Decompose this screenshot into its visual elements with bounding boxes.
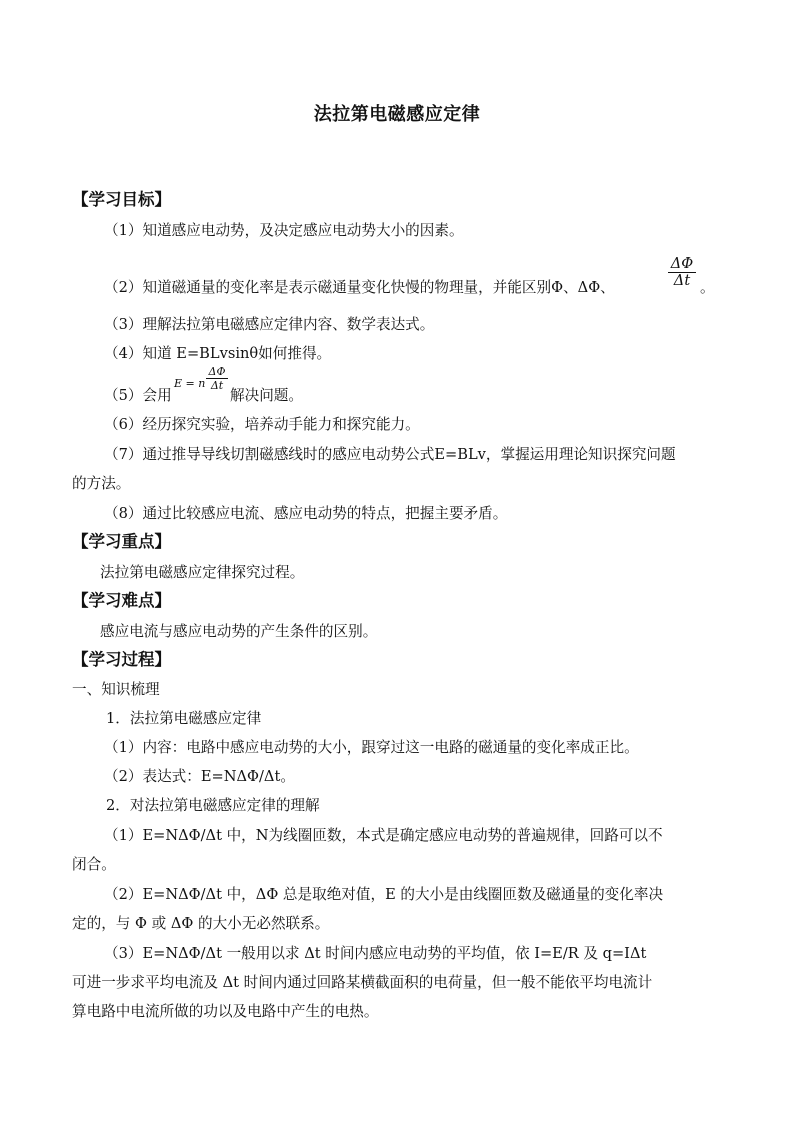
difficulty-text: 感应电流与感应电动势的产生条件的区别。 [100,623,378,640]
objective-2-tail: 。 [700,279,715,296]
point-3b: 可进一步求平均电流及 Δt 时间内通过回路某横截面积的电荷量，但一般不能依平均电流计 [72,974,653,991]
objective-1: （1）知道感应电动势，及决定感应电动势大小的因素。 [104,222,464,239]
section-keypoints: 【学习重点】 [72,532,171,551]
point-2b: 定的，与 Φ 或 ΔΦ 的大小无必然联系。 [72,915,330,932]
objective-6: （6）经历探究实验，培养动手能力和探究能力。 [104,416,420,433]
fraction-denominator: Δt [210,379,224,392]
objective-7a: （7）通过推导导线切割磁感线时的感应电动势公式E=BLv，掌握运用理论知识探究问题 [104,446,676,463]
point-1a: （1）E=NΔΦ/Δt 中，N为线圈匝数，本式是确定感应电动势的普遍规律，回路可以不 [104,827,663,844]
section-objectives: 【学习目标】 [72,190,171,209]
formula-e-lhs: E = n [174,377,206,390]
process-heading: 一、知识梳理 [72,681,160,698]
point-1b: 闭合。 [72,856,116,873]
section-process: 【学习过程】 [72,650,171,669]
emf-formula-fraction [206,365,228,392]
page-title: 法拉第电磁感应定律 [313,104,481,125]
objective-7b: 的方法。 [72,475,131,492]
subheading-law: 1．法拉第电磁感应定律 [106,710,262,727]
subheading-understanding: 2．对法拉第电磁感应定律的理解 [106,797,320,814]
objective-5-tail: 解决问题。 [230,387,303,404]
objective-2: （2）知道磁通量的变化率是表示磁通量变化快慢的物理量，并能区别Φ、ΔΦ、 [104,279,615,296]
point-3a: （3）E=NΔΦ/Δt 一般用以求 Δt 时间内感应电动势的平均值，依 I=E/R 及 q=IΔt [104,945,647,962]
law-content: （1）内容：电路中感应电动势的大小，跟穿过这一电路的磁通量的变化率成正比。 [104,739,639,756]
section-difficulties: 【学习难点】 [72,591,171,610]
objective-3: （3）理解法拉第电磁感应定律内容、数学表达式。 [104,316,435,333]
objective-5-lead: （5）会用 [104,387,172,404]
objective-8: （8）通过比较感应电流、感应电动势的特点，把握主要矛盾。 [104,505,508,522]
flux-rate-fraction [668,256,696,289]
fraction-denominator: Δt [673,272,691,289]
law-expression: （2）表达式：E=NΔΦ/Δt。 [104,768,295,785]
point-2a: （2）E=NΔΦ/Δt 中，ΔΦ 总是取绝对值，E 的大小是由线圈匝数及磁通量的变化率决 [104,886,664,903]
objective-4: （4）知道 E=BLvsinθ如何推得。 [104,345,332,362]
point-3c: 算电路中电流所做的功以及电路中产生的电热。 [72,1003,379,1020]
keypoint-text: 法拉第电磁感应定律探究过程。 [100,564,305,581]
fraction-numerator: ΔΦ [670,255,694,272]
fraction-numerator: ΔΦ [208,365,226,378]
